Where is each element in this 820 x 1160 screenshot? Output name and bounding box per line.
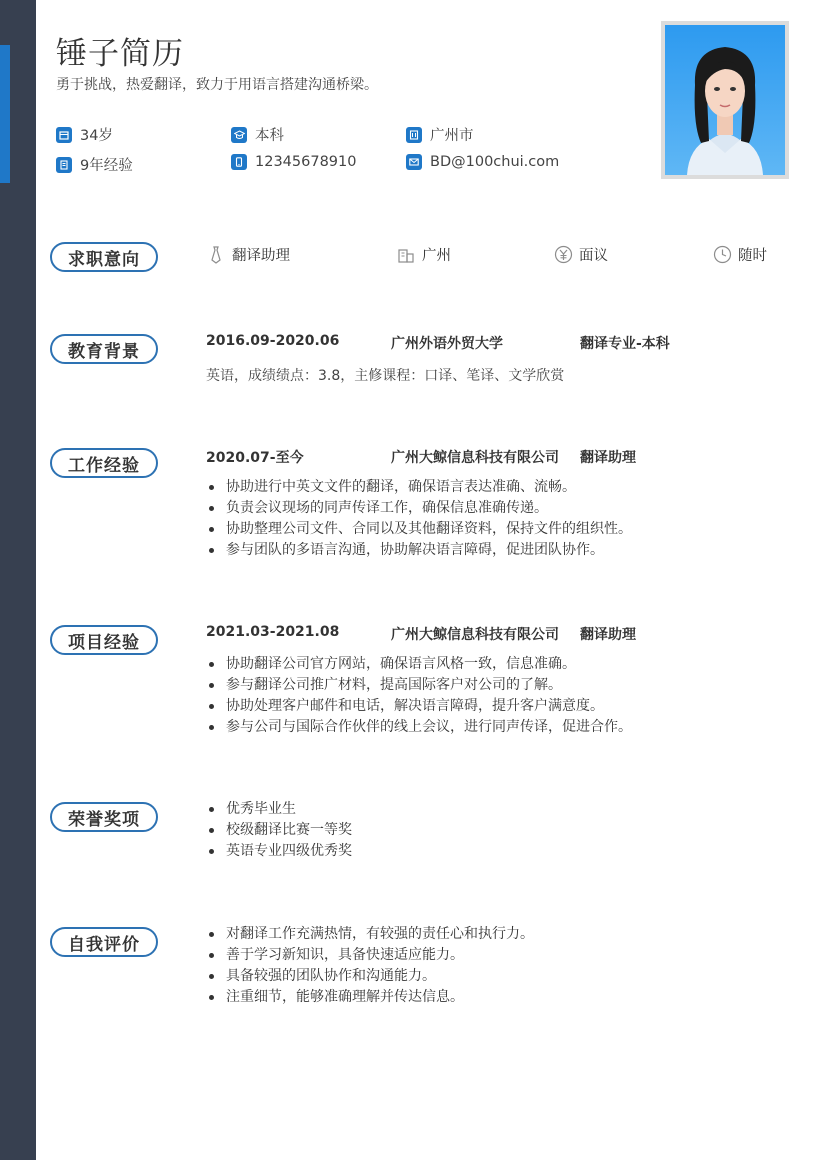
resume-subtitle: 勇于挑战，热爱翻译，致力于用语言搭建沟通桥梁。 bbox=[56, 77, 378, 93]
info-phone-value: 12345678910 bbox=[255, 154, 357, 170]
list-item: 协助整理公司文件、合同以及其他翻译资料，保持文件的组织性。 bbox=[206, 519, 632, 540]
phone-icon bbox=[231, 154, 247, 170]
section-title-project: 项目经验 bbox=[50, 625, 158, 655]
education-detail: 英语，成绩绩点：3.8，主修课程：口译、笔译、文学欣赏 bbox=[206, 368, 565, 384]
intent-position bbox=[206, 244, 290, 265]
section-title-intent: 求职意向 bbox=[50, 242, 158, 272]
building-icon bbox=[406, 127, 422, 143]
intent-salary bbox=[553, 244, 608, 265]
honors-list bbox=[206, 799, 352, 862]
list-item: 协助翻译公司官方网站，确保语言风格一致，信息准确。 bbox=[206, 654, 632, 675]
info-email bbox=[406, 154, 559, 170]
list-item: 英语专业四级优秀奖 bbox=[206, 841, 352, 862]
work-company: 广州大鲸信息科技有限公司 bbox=[391, 450, 559, 466]
section-title-education: 教育背景 bbox=[50, 334, 158, 364]
info-experience bbox=[56, 154, 133, 175]
project-period: 2021.03-2021.08 bbox=[206, 624, 340, 640]
intent-location bbox=[396, 244, 451, 265]
intent-salary-value: 面议 bbox=[579, 248, 608, 264]
section-title-work: 工作经验 bbox=[50, 448, 158, 478]
education-major: 翻译专业-本科 bbox=[580, 336, 670, 352]
city-icon bbox=[396, 245, 416, 265]
document-icon bbox=[56, 157, 72, 173]
project-duties bbox=[206, 654, 632, 738]
graduation-cap-icon bbox=[231, 127, 247, 143]
list-item: 善于学习新知识，具备快速适应能力。 bbox=[206, 945, 534, 966]
project-role: 翻译助理 bbox=[580, 627, 636, 643]
resume-title: 锤子简历 bbox=[56, 36, 184, 72]
self-evaluation-list bbox=[206, 924, 534, 1008]
profile-photo bbox=[661, 21, 789, 179]
info-city bbox=[406, 124, 474, 145]
list-item: 具备较强的团队协作和沟通能力。 bbox=[206, 966, 534, 987]
education-school: 广州外语外贸大学 bbox=[391, 336, 503, 352]
mail-icon bbox=[406, 154, 422, 170]
list-item: 对翻译工作充满热情，有较强的责任心和执行力。 bbox=[206, 924, 534, 945]
work-role: 翻译助理 bbox=[580, 450, 636, 466]
info-phone bbox=[231, 154, 356, 170]
work-duties bbox=[206, 477, 632, 561]
list-item: 协助进行中英文文件的翻译，确保语言表达准确、流畅。 bbox=[206, 477, 632, 498]
work-period: 2020.07-至今 bbox=[206, 450, 304, 466]
info-age-value: 34岁 bbox=[80, 128, 113, 144]
list-item: 注重细节，能够准确理解并传达信息。 bbox=[206, 987, 534, 1008]
clock-icon bbox=[712, 245, 732, 265]
list-item: 优秀毕业生 bbox=[206, 799, 352, 820]
info-age bbox=[56, 124, 113, 145]
tie-icon bbox=[206, 245, 226, 265]
info-email-value: BD@100chui.com bbox=[430, 154, 560, 170]
info-experience-value: 9年经验 bbox=[80, 158, 133, 174]
section-title-self: 自我评价 bbox=[50, 927, 158, 957]
intent-availability bbox=[712, 244, 767, 265]
info-education bbox=[231, 124, 284, 145]
list-item: 协助处理客户邮件和电话，解决语言障碍，提升客户满意度。 bbox=[206, 696, 632, 717]
section-title-honors: 荣誉奖项 bbox=[50, 802, 158, 832]
list-item: 负责会议现场的同声传译工作，确保信息准确传递。 bbox=[206, 498, 632, 519]
sidebar-accent bbox=[0, 45, 10, 183]
intent-location-value: 广州 bbox=[422, 248, 451, 264]
info-education-value: 本科 bbox=[255, 128, 284, 144]
yen-icon bbox=[553, 245, 573, 265]
list-item: 参与翻译公司推广材料，提高国际客户对公司的了解。 bbox=[206, 675, 632, 696]
avatar bbox=[665, 25, 785, 175]
calendar-icon bbox=[56, 127, 72, 143]
list-item: 参与团队的多语言沟通，协助解决语言障碍，促进团队协作。 bbox=[206, 540, 632, 561]
project-company: 广州大鲸信息科技有限公司 bbox=[391, 627, 559, 643]
intent-position-value: 翻译助理 bbox=[232, 248, 290, 264]
education-period: 2016.09-2020.06 bbox=[206, 333, 340, 349]
info-city-value: 广州市 bbox=[430, 128, 474, 144]
intent-availability-value: 随时 bbox=[738, 248, 767, 264]
list-item: 参与公司与国际合作伙伴的线上会议，进行同声传译，促进合作。 bbox=[206, 717, 632, 738]
list-item: 校级翻译比赛一等奖 bbox=[206, 820, 352, 841]
